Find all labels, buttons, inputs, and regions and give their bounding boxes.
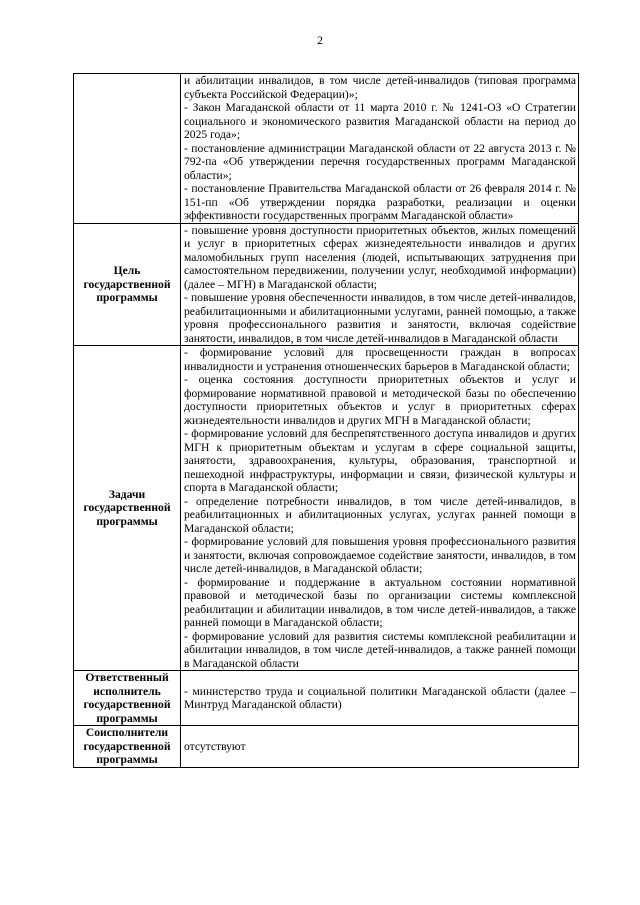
table-row-goal: [74, 223, 579, 346]
row-label-coexecutors: Соисполнители государственной программы: [74, 726, 181, 768]
list-item: - формирование условий для просвещенности граждан в вопросах инвалидности и устранения отношенческих барьеров в Магаданской области;: [184, 346, 576, 373]
list-item: - формирование условий для развития системы комплексной реабилитации и абилитации инвалидов, в том числе детей-инвалидов, а также ранней помощи в Магаданской области: [184, 629, 576, 670]
list-item: и абилитации инвалидов, в том числе детей-инвалидов (типовая программа субъекта Российской Федерации)»;: [184, 74, 576, 101]
list-item: - министерство труда и социальной политики Магаданской области (далее – Минтруд Магаданской области): [184, 684, 576, 711]
row-content-legal-basis: [181, 74, 579, 224]
list-item: - определение потребности инвалидов, в том числе детей-инвалидов, в реабилитационных и абилитационных услугах, услугах ранней помощи в Магаданской области;: [184, 494, 576, 535]
row-label-executor: Ответственный исполнитель государственной программы: [74, 671, 181, 726]
list-item: - формирование условий для повышения уровня профессионального развития и занятости, включая сопровождаемое содействие занятости, инвалидов, в том числе детей-инвалидов, в Магаданской области;: [184, 535, 576, 575]
list-item: - оценка состояния доступности приоритетных объектов и услуг и формирование нормативной правовой и методической базы по обеспечению доступности приоритетных объектов и услуг в приоритетных сферах жизнедеятельности инвалидов и других МГН в Магаданской области;: [184, 373, 576, 427]
list-item: - Закон Магаданской области от 11 марта 2010 г. № 1241-ОЗ «О Стратегии социального и экономического развития Магаданской области на период до 2025 года»;: [184, 101, 576, 141]
list-item: - повышение уровня доступности приоритетных объектов, жилых помещений и услуг в приоритетных сферах жизнедеятельности инвалидов и других маломобильных групп населения (людей, испытывающих затруднения при самостоятельном передвижении, получении услуг, необходимой информации) (далее – МГН) в Магаданской области;: [184, 223, 576, 291]
list-item: - повышение уровня обеспеченности инвалидов, в том числе детей-инвалидов, реабилитационными и абилитационными услугами, ранней помощью, а также уровня профессионального развития и занятости, включая содействие занятости, инвалидов, в том числе детей-инвалидов в Магаданской области: [184, 291, 576, 345]
table-row-tasks: [74, 346, 579, 671]
row-content-tasks: [181, 346, 579, 671]
page-number: 2: [317, 33, 323, 47]
list-item: - формирование и поддержание в актуальном состоянии нормативной правовой и методической базы по организации системы комплексной реабилитации и абилитации инвалидов, в том числе детей-инвалидов, а также ранней помощи в Магаданской области;: [184, 575, 576, 629]
table-row-coexecutors: [74, 726, 579, 768]
table-row-executor: [74, 671, 579, 726]
list-item: - формирование условий для беспрепятственного доступа инвалидов и других МГН к приоритетным объектам и услугам в сфере социальной защиты, занятости, здравоохранения, культуры, образования, транспортной и пешеходной инфраструктуры, информации и связи, физической культуры и спорта в Магаданской области;: [184, 427, 576, 494]
row-label-empty: [74, 74, 181, 224]
list-item: - постановление администрации Магаданской области от 22 августа 2013 г. № 792-па «Об утверждении перечня государственных программ Магаданской области»;: [184, 141, 576, 182]
row-content-executor: [181, 671, 579, 726]
list-item: отсутствуют: [184, 739, 246, 753]
list-item: - постановление Правительства Магаданской области от 26 февраля 2014 г. № 151-пп «Об утверждении порядка разработки, реализации и оценки эффективности государственных программ Магаданской области»: [184, 182, 576, 222]
passport-table: [73, 73, 579, 768]
table-row-legal-basis: [74, 74, 579, 224]
row-label-goal: Цель государственной программы: [74, 223, 181, 346]
row-content-goal: [181, 223, 579, 346]
row-label-tasks: Задачи государственной программы: [74, 346, 181, 671]
row-content-coexecutors: [181, 726, 579, 768]
